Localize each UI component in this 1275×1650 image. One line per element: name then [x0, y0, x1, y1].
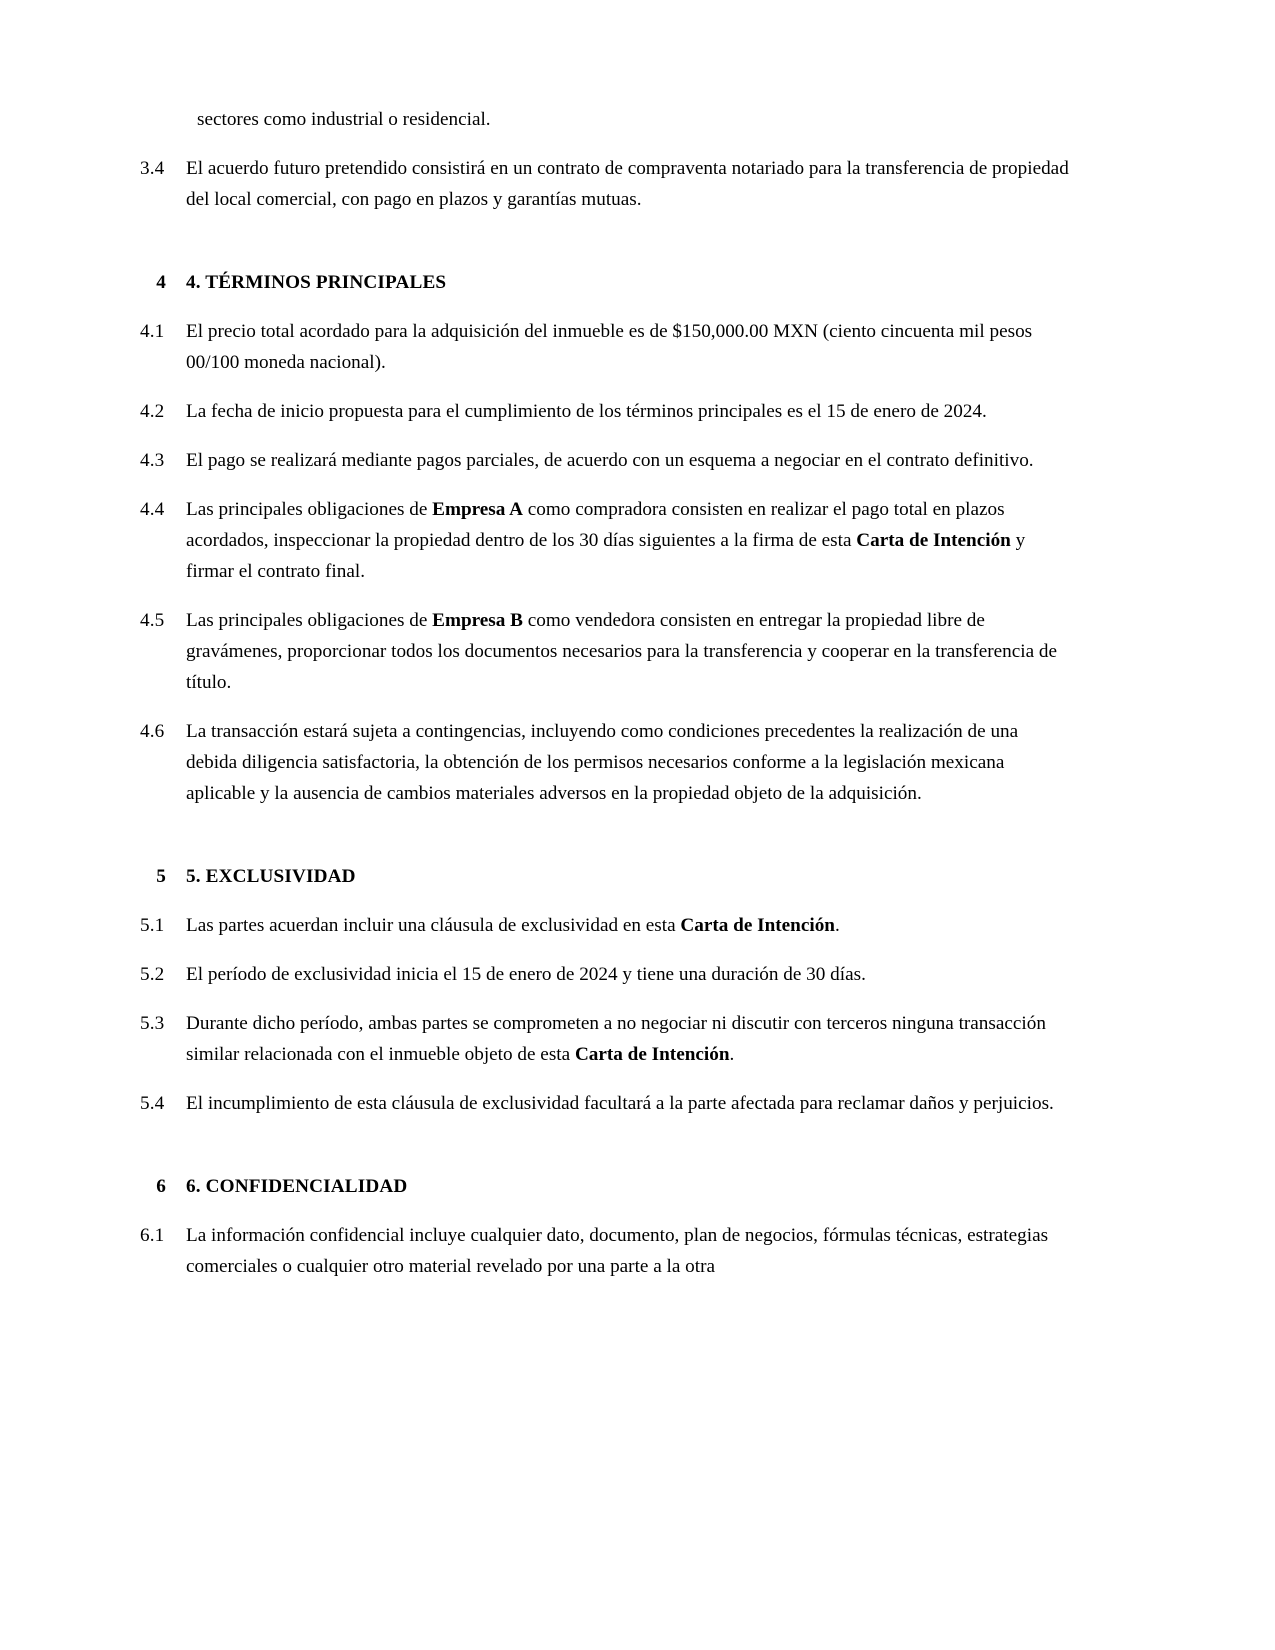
clause-text: El acuerdo futuro pretendido consistirá en un contrato de compraventa notariado para la transferencia de propiedad del local comercial, con pago en plazos y garantías mutuas. — [186, 158, 1069, 210]
clause-text — [186, 494, 1070, 587]
clause — [140, 716, 1080, 809]
clause — [140, 1008, 1080, 1070]
clause-text: La fecha de inicio propuesta para el cumplimiento de los términos principales es el 15 de enero de 2024. — [186, 401, 987, 422]
clause-text-emphasis: Carta de Intención — [856, 530, 1011, 551]
clause-text-emphasis: Empresa A — [432, 499, 523, 520]
clause-text-run: Las principales obligaciones de — [186, 610, 433, 631]
clause-text-run: Durante dicho período, ambas partes se comprometen a no negociar ni discutir con terceros ninguna transacción similar relacionada con el inmueble objeto de esta — [186, 1013, 1046, 1065]
clause-text: La información confidencial incluye cualquier dato, documento, plan de negocios, fórmulas técnicas, estrategias comerciales o cualquier otro material revelado por una parte a la otra — [186, 1225, 1049, 1277]
clause-text: El período de exclusividad inicia el 15 de enero de 2024 y tiene una duración de 30 días. — [186, 964, 866, 985]
clause-number: 4.5 — [140, 610, 165, 631]
clause — [140, 910, 1080, 941]
clause-number: 4.3 — [140, 450, 165, 471]
clause — [140, 316, 1080, 378]
clause-text — [186, 910, 1070, 941]
clause — [140, 1088, 1080, 1119]
clause-text: El pago se realizará mediante pagos parciales, de acuerdo con un esquema a negociar en el contrato definitivo. — [186, 450, 1034, 471]
clause-list — [140, 153, 1080, 1282]
clause — [140, 959, 1080, 990]
section-heading-title: 5. EXCLUSIVIDAD — [186, 866, 356, 887]
clause-number: 5.1 — [140, 915, 165, 936]
clause-text-run: Las partes acuerdan incluir una cláusula de exclusividad en esta — [186, 915, 681, 936]
clause — [140, 494, 1080, 587]
clause-text: La transacción estará sujeta a contingencias, incluyendo como condiciones precedentes la realización de una debida diligencia satisfactoria, la obtención de los permisos necesarios conforme a la legislación mexicana aplicable y la ausencia de cambios materiales adversos en la propiedad objeto de la adquisición. — [186, 721, 1019, 804]
section-heading — [140, 1171, 1080, 1202]
clause-number: 4.4 — [140, 499, 165, 520]
section-heading-number: 5 — [156, 866, 166, 887]
clause — [140, 1220, 1080, 1282]
clause-number: 5.3 — [140, 1013, 165, 1034]
clause — [140, 153, 1080, 215]
clause-text: El precio total acordado para la adquisición del inmueble es de $150,000.00 MXN (ciento cincuenta mil pesos 00/100 moneda nacional). — [186, 321, 1033, 373]
section-heading-title: 6. CONFIDENCIALIDAD — [186, 1176, 408, 1197]
clause-text-emphasis: Empresa B — [432, 610, 523, 631]
clause-text: El incumplimiento de esta cláusula de exclusividad facultará a la parte afectada para reclamar daños y perjuicios. — [186, 1093, 1054, 1114]
section-heading-number: 6 — [156, 1176, 166, 1197]
clause-text-run: Las principales obligaciones de — [186, 499, 433, 520]
clause-text-run: como compradora consisten en realizar el pago total en plazos acordados, inspeccionar la propiedad dentro de los 30 días siguientes a la firma de esta — [186, 499, 1005, 551]
clause-text-run: como vendedora consisten en entregar la propiedad libre de gravámenes, proporcionar todos los documentos necesarios para la transferencia y cooperar en la transferencia de título. — [186, 610, 1058, 693]
section-heading-title: 4. TÉRMINOS PRINCIPALES — [186, 272, 447, 293]
section-heading-number: 4 — [156, 272, 166, 293]
clause-number: 6.1 — [140, 1225, 165, 1246]
clause-number: 3.4 — [140, 158, 165, 179]
section-heading — [140, 267, 1080, 298]
continuation-text: sectores como industrial o residencial. — [197, 109, 491, 130]
clause — [140, 396, 1080, 427]
clause-text-emphasis: Carta de Intención — [574, 1044, 730, 1065]
clause-number: 4.1 — [140, 321, 165, 342]
clause-text-emphasis: Carta de Intención — [680, 915, 835, 936]
clause-text-run: y firmar el contrato final. — [186, 530, 1026, 582]
clause-number: 5.4 — [140, 1093, 165, 1114]
clause-text — [186, 605, 1070, 698]
clause-number: 4.2 — [140, 401, 165, 422]
clause-number: 5.2 — [140, 964, 165, 985]
clause-text-run: . — [834, 915, 840, 936]
clause-text — [186, 1008, 1070, 1070]
section-heading — [140, 861, 1080, 892]
document-content — [140, 104, 1080, 1282]
clause — [140, 605, 1080, 698]
clause — [140, 445, 1080, 476]
clause-text-run: . — [729, 1044, 735, 1065]
clause-number: 4.6 — [140, 721, 165, 742]
